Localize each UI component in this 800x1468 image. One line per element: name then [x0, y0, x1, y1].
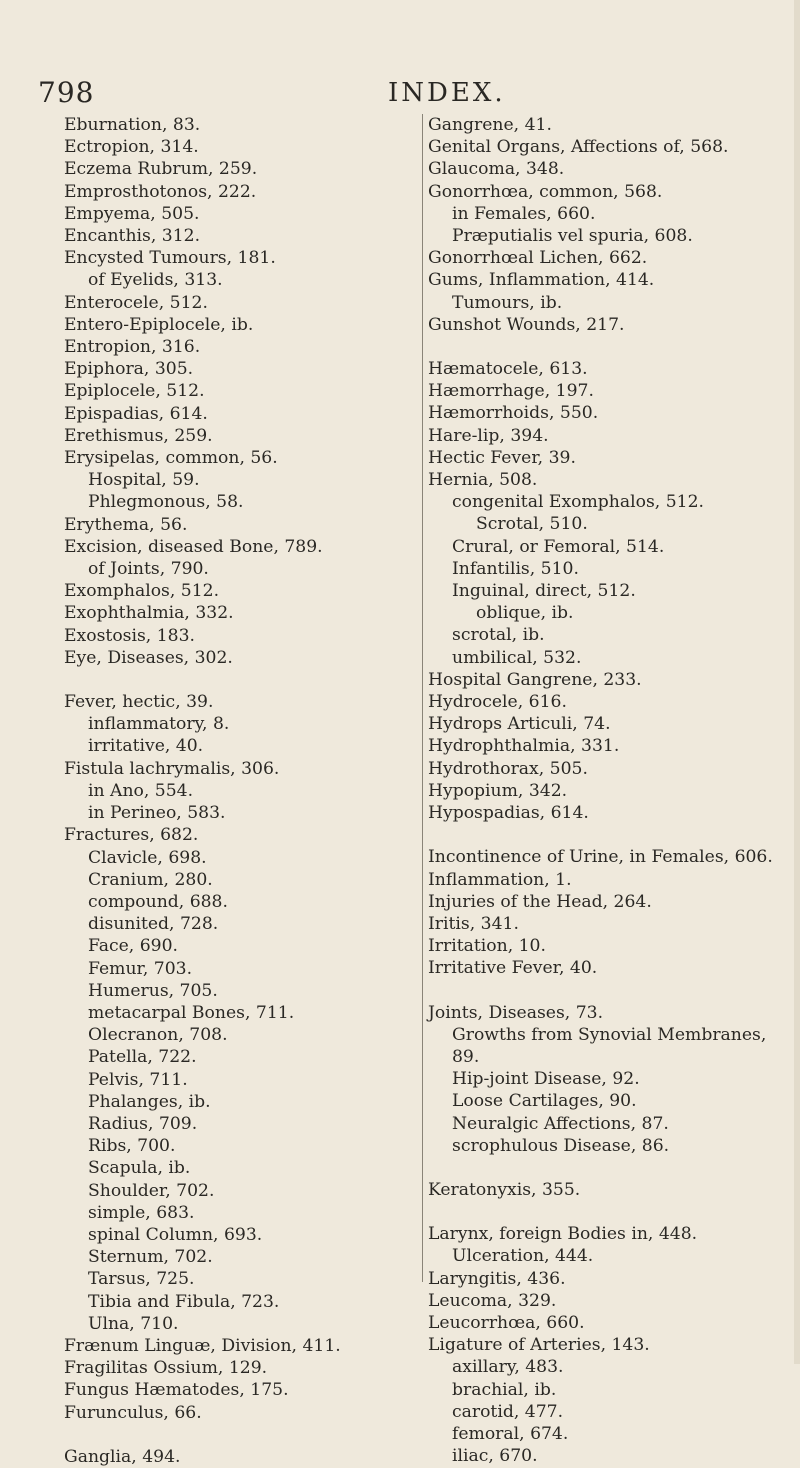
index-entry: Enterocele, 512.: [64, 292, 208, 313]
index-entry: Hernia, 508.: [428, 470, 538, 491]
index-entry: axillary, 483.: [452, 1357, 564, 1378]
page-title: INDEX.: [388, 78, 506, 108]
index-entry: Gonorrhœal Lichen, 662.: [428, 248, 648, 269]
index-entry: Epiphora, 305.: [64, 359, 194, 380]
index-entry: Iritis, 341.: [428, 913, 519, 934]
index-entry: Epiplocele, 512.: [64, 381, 205, 402]
index-entry: Excision, diseased Bone, 789.: [64, 536, 323, 557]
index-entry: 89.: [452, 1046, 480, 1067]
index-entry: Eburnation, 83.: [64, 115, 201, 135]
page-edge: [794, 0, 800, 1364]
index-entry: congenital Exomphalos, 512.: [452, 492, 704, 513]
index-entry: Scapula, ib.: [88, 1158, 191, 1179]
index-entry: Fungus Hæmatodes, 175.: [64, 1380, 289, 1401]
index-entry: Frænum Linguæ, Division, 411.: [64, 1335, 341, 1356]
index-entry: Sternum, 702.: [88, 1247, 213, 1268]
index-entry: Keratonyxis, 355.: [428, 1179, 581, 1200]
index-entry: Laryngitis, 436.: [428, 1268, 566, 1289]
index-entry: Cranium, 280.: [88, 869, 213, 890]
index-entry: Clavicle, 698.: [88, 847, 207, 868]
index-entry: in Perineo, 583.: [88, 803, 226, 824]
index-entry: in Females, 660.: [452, 203, 596, 224]
index-entry: Hydrothorax, 505.: [428, 758, 588, 779]
index-entry: Exostosis, 183.: [64, 625, 195, 646]
index-entry: Inguinal, direct, 512.: [452, 581, 636, 602]
index-entry: Shoulder, 702.: [88, 1180, 215, 1201]
index-entry: Fragilitas Ossium, 129.: [64, 1358, 268, 1379]
index-entry: Empyema, 505.: [64, 203, 200, 224]
index-entry: Ectropion, 314.: [64, 137, 199, 158]
index-entry: inflammatory, 8.: [88, 714, 230, 735]
index-entry: Hæmorrhoids, 550.: [428, 403, 599, 424]
index-entry: Incontinence of Urine, in Females, 606.: [428, 847, 773, 868]
index-entry: Tumours, ib.: [452, 292, 563, 313]
index-entry: disunited, 728.: [88, 914, 219, 935]
index-entry: carotid, 477.: [452, 1401, 564, 1422]
index-entry: Exophthalmia, 332.: [64, 603, 234, 624]
index-entry: Face, 690.: [88, 936, 178, 957]
index-entry: Humerus, 705.: [88, 980, 218, 1001]
index-entry: Ribs, 700.: [88, 1136, 176, 1157]
index-entry: Præputialis vel spuria, 608.: [452, 226, 693, 247]
index-entry: femoral, 674.: [452, 1423, 569, 1444]
index-entry: Phlegmonous, 58.: [88, 492, 244, 513]
index-entry: Inflammation, 1.: [428, 869, 572, 890]
index-entry: Emprosthotonos, 222.: [64, 181, 257, 202]
index-entry: spinal Column, 693.: [88, 1224, 263, 1245]
index-entry: Hydrops Articuli, 74.: [428, 714, 611, 735]
index-entry: Hydrocele, 616.: [428, 692, 567, 713]
index-entry: Ligature of Arteries, 143.: [428, 1335, 650, 1356]
index-entry: Ganglia, 494.: [64, 1446, 181, 1467]
index-entry: Gunshot Wounds, 217.: [428, 314, 625, 335]
index-entry: Patella, 722.: [88, 1047, 197, 1068]
index-entry: Crural, or Femoral, 514.: [452, 536, 665, 557]
index-entry: Encanthis, 312.: [64, 226, 201, 247]
index-entry: Hæmorrhage, 197.: [428, 381, 594, 402]
index-entry: of Joints, 790.: [88, 559, 209, 580]
index-entry: Scrotal, 510.: [476, 514, 588, 535]
index-entry: Furunculus, 66.: [64, 1402, 202, 1423]
index-entry: Gums, Inflammation, 414.: [428, 270, 655, 291]
index-entry: Hydrophthalmia, 331.: [428, 736, 620, 757]
index-entry: Fever, hectic, 39.: [64, 692, 214, 713]
index-entry: simple, 683.: [88, 1202, 195, 1223]
index-entry: Erysipelas, common, 56.: [64, 448, 278, 469]
index-entry: umbilical, 532.: [452, 647, 582, 668]
index-entry: scrotal, ib.: [452, 625, 545, 646]
index-column-right: [428, 114, 796, 1467]
page-number: 798: [38, 76, 95, 109]
index-entry: Ulceration, 444.: [452, 1246, 594, 1267]
index-entry: Radius, 709.: [88, 1113, 198, 1134]
index-entry: Leucorrhœa, 660.: [428, 1312, 585, 1333]
index-entry: iliac, 670.: [452, 1446, 538, 1467]
index-entry: Leucoma, 329.: [428, 1290, 557, 1311]
index-entry: Glaucoma, 348.: [428, 159, 565, 180]
index-entry: Larynx, foreign Bodies in, 448.: [428, 1224, 698, 1245]
index-entry: Fistula lachrymalis, 306.: [64, 758, 280, 779]
index-entry: Hæmatocele, 613.: [428, 359, 588, 380]
index-entry: Hare-lip, 394.: [428, 425, 549, 446]
index-entry: Hypospadias, 614.: [428, 803, 589, 824]
index-entry: Encysted Tumours, 181.: [64, 248, 276, 269]
index-entry: Neuralgic Affections, 87.: [452, 1113, 669, 1134]
index-entry: Genital Organs, Affections of, 568.: [428, 137, 729, 158]
column-divider: [422, 114, 423, 1282]
index-entry: Irritative Fever, 40.: [428, 958, 598, 979]
index-entry: Hospital Gangrene, 233.: [428, 669, 642, 690]
index-entry: Eczema Rubrum, 259.: [64, 159, 258, 180]
index-entry: metacarpal Bones, 711.: [88, 1002, 295, 1023]
index-entry: Hip-joint Disease, 92.: [452, 1069, 640, 1090]
index-entry: Joints, Diseases, 73.: [428, 1002, 604, 1023]
index-entry: of Eyelids, 313.: [88, 270, 223, 291]
index-entry: Loose Cartilages, 90.: [452, 1091, 637, 1112]
index-entry: Phalanges, ib.: [88, 1091, 211, 1112]
index-entry: Epispadias, 614.: [64, 403, 208, 424]
index-entry: compound, 688.: [88, 891, 228, 912]
index-column-left: [64, 114, 404, 1468]
index-entry: Hospital, 59.: [88, 470, 200, 491]
index-entry: Tarsus, 725.: [88, 1269, 195, 1290]
index-entry: Tibia and Fibula, 723.: [88, 1291, 280, 1312]
index-entry: Growths from Synovial Membranes,: [452, 1024, 767, 1045]
index-entry: Gonorrhœa, common, 568.: [428, 181, 663, 202]
index-entry: Gangrene, 41.: [428, 115, 552, 135]
index-entry: Erythema, 56.: [64, 514, 188, 535]
index-entry: Hectic Fever, 39.: [428, 447, 576, 468]
index-entry: Eye, Diseases, 302.: [64, 647, 233, 668]
index-entry: Hypopium, 342.: [428, 780, 568, 801]
index-entry: Fractures, 682.: [64, 825, 199, 846]
index-entry: Injuries of the Head, 264.: [428, 891, 652, 912]
index-entry: Infantilis, 510.: [452, 558, 579, 579]
index-entry: Exomphalos, 512.: [64, 581, 220, 602]
index-entry: Entero-Epiplocele, ib.: [64, 314, 254, 335]
index-entry: Entropion, 316.: [64, 337, 201, 358]
index-entry: Femur, 703.: [88, 958, 193, 979]
index-entry: oblique, ib.: [476, 603, 574, 624]
index-entry: in Ano, 554.: [88, 780, 194, 801]
index-entry: Ulna, 710.: [88, 1313, 179, 1334]
index-entry: Pelvis, 711.: [88, 1069, 188, 1090]
index-entry: scrophulous Disease, 86.: [452, 1135, 670, 1156]
index-entry: Erethismus, 259.: [64, 425, 213, 446]
index-entry: irritative, 40.: [88, 736, 204, 757]
index-entry: brachial, ib.: [452, 1379, 557, 1400]
index-entry: Olecranon, 708.: [88, 1025, 228, 1046]
index-entry: Irritation, 10.: [428, 936, 546, 957]
